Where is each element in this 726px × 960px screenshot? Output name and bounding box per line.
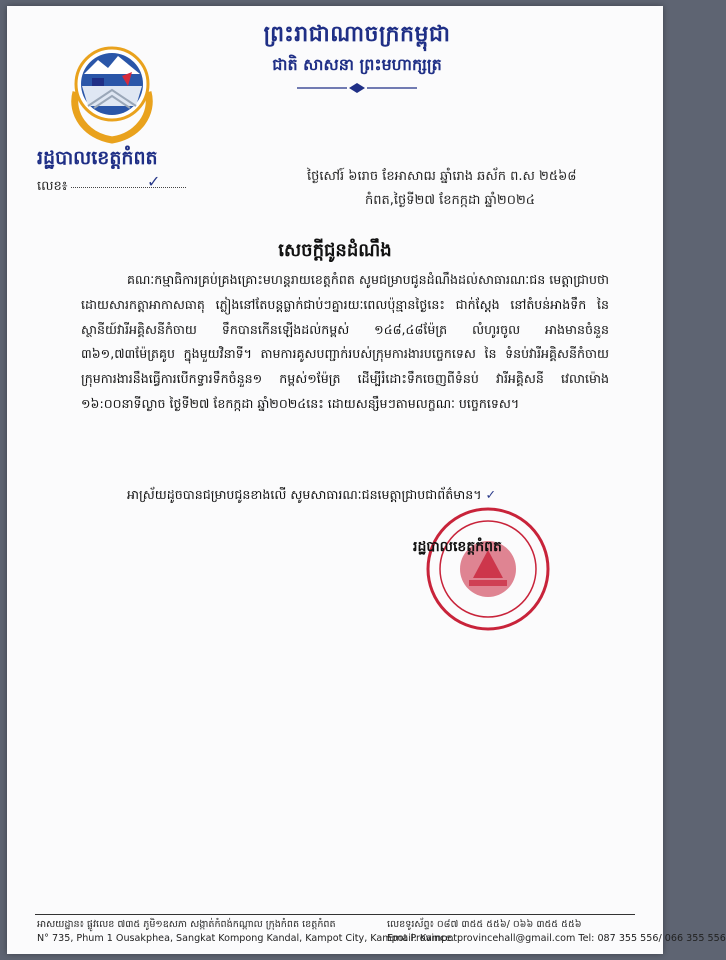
kingdom-title: ព្រះរាជាណាចក្រកម្ពុជា	[263, 22, 451, 47]
footer-phone-khmer: លេខទូរស័ព្ទ៖ ០៨៧ ៣៥៥ ៥៥៦/ ០៦៦ ៣៥៥ ៥៥៦	[387, 919, 582, 930]
reference-label: លេខ៖	[37, 179, 68, 194]
closing-handwritten-mark: ✓	[485, 487, 497, 502]
lunar-date-line: ថ្ងៃសៅរ៍ ៦រោច ខែអាសាឍ ឆ្នាំរោង ឆស័ក ព.ស ២៥៦៨	[307, 169, 577, 184]
national-motto: ជាតិ សាសនា ព្រះមហាក្សត្រ	[272, 55, 442, 74]
signer-name: រដ្ឋបាលខេត្តកំពត	[413, 539, 502, 555]
org-name-header: រដ្ឋបាលខេត្តកំពត	[37, 147, 158, 169]
reference-number-row	[37, 172, 186, 197]
footer-address-english: N° 735, Phum 1 Ousakphea, Sangkat Kompong Kandal, Kampot City, Kampot Province.	[37, 933, 455, 944]
notice-body: គណៈកម្មាធិការគ្រប់គ្រងគ្រោះមហន្តរាយខេត្តកំពត សូមជម្រាបជូនដំណឹងដល់សាធារណៈជន មេត្តាជ្រាបថា ដោយសារកត្តាអាកាសធាតុ ភ្លៀងនៅតែបន្តធ្លាក់ជាប់ៗគ្នារយៈពេលប៉ុន្មានថ្ងៃនេះ ជាក់ស្តែង នៅតំបន់អាងទឹក នៃស្ថានីយ៍វារីអគ្គិសនីកំចាយ ទឹកបានកើនឡើងដល់កម្ពស់ ១៤៨,៤៨ម៉ែត្រ លំហូរចូល អាងមានចំនួន ៣៦១,៧៣ម៉ែត្រគូប ក្នុងមួយវិនាទី។ តាមការគូសបញ្ជាក់របស់ក្រុមការងារបច្ចេកទេស នៃ ទំនប់វារីអគ្គិសនីកំចាយ ក្រុមការងារនឹងធ្វើការបើកទ្វារទឹកចំនួន១ កម្ពស់១ម៉ែត្រ ដើម្បីរំដោះទឹកចេញពីទំនប់ វារីអគ្គិសនី វេលាម៉ោង ១៦:០០នាទីល្ងាច ថ្ងៃទី២៧ ខែកក្កដា ឆ្នាំ២០២៤នេះ ដោយសន្សឹមៗតាមលក្ខណៈ បច្ចេកទេស។	[81, 272, 609, 411]
kampot-emblem-logo	[62, 42, 162, 142]
document-page	[7, 6, 726, 954]
footer-contact-english: Email: Kampotprovincehall@gmail.com Tel: 087 355 556/ 066 355 556	[387, 933, 726, 944]
solar-date-line: កំពត,ថ្ងៃទី២៧ ខែកក្កដា ឆ្នាំ២០២៤	[365, 193, 536, 208]
official-seal-stamp	[425, 506, 551, 632]
reference-dotted-line	[71, 187, 186, 188]
divider-ornament	[295, 82, 419, 94]
footer-divider	[35, 914, 635, 915]
closing-text: អាស្រ័យដូចបានជម្រាបជូនខាងលើ សូមសាធារណៈជនមេត្តាជ្រាបជាព័ត៌មាន។	[127, 487, 482, 502]
document-title: សេចក្តីជូនដំណឹង	[278, 240, 392, 261]
closing-paragraph	[81, 483, 609, 507]
reference-handwritten-mark: ✓	[147, 172, 161, 191]
footer-address-khmer: អាសយដ្ឋាន៖ ផ្លូវលេខ ៧៣៥ ភូមិ១ឧសភា សង្កាត់កំពង់កណ្តាល ក្រុងកំពត ខេត្តកំពត	[37, 919, 336, 930]
